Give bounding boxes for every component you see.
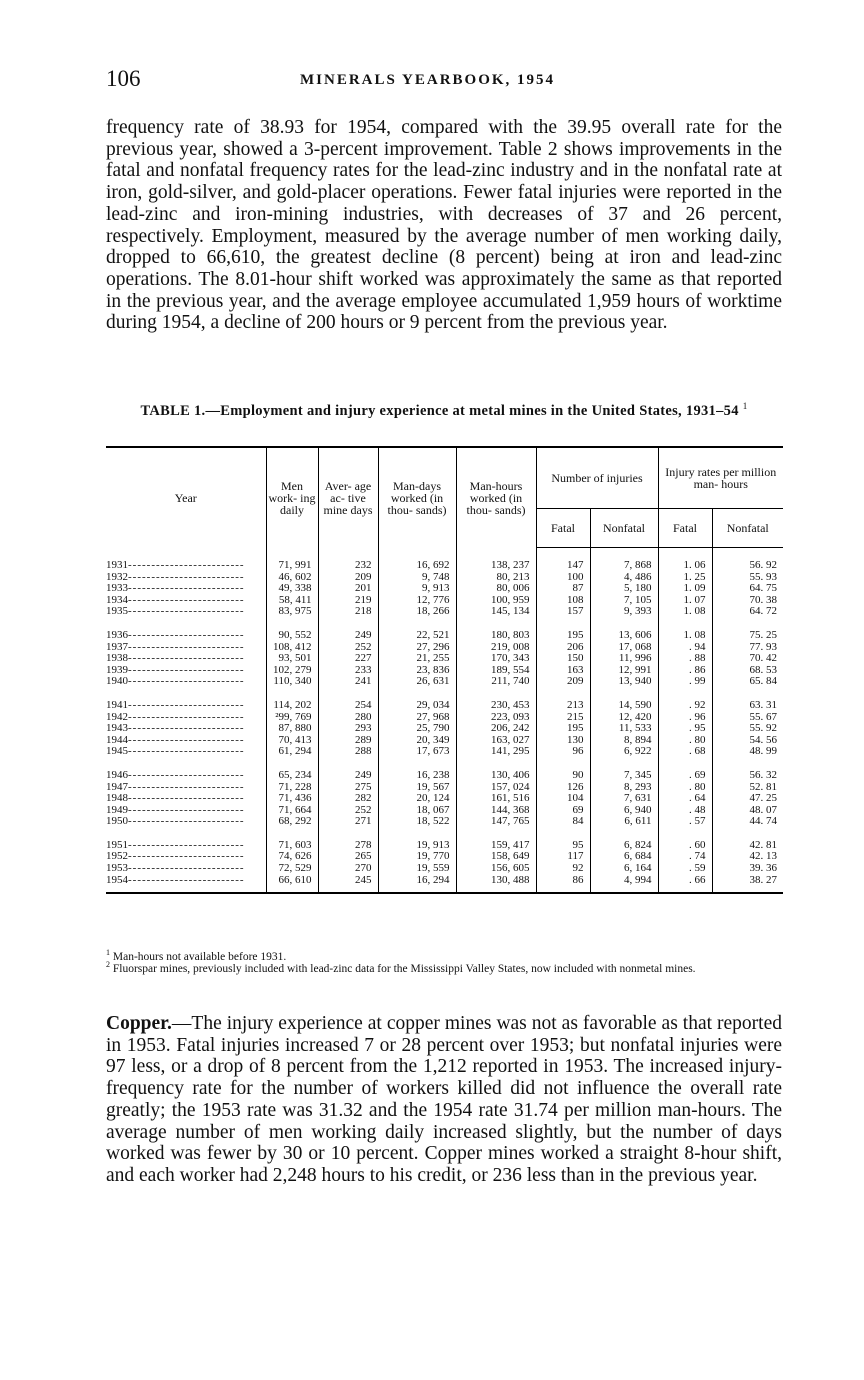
cell-year: 1932------------------------- xyxy=(106,570,245,583)
cell-rate-fatal: 1. 08 xyxy=(658,606,712,618)
footnote-2-text: Fluorspar mines, previously included with lead-zinc data for the Mississippi Valley States, now included with nonmetal mines. xyxy=(112,962,696,975)
dot-leader: ------------------------- xyxy=(128,862,245,875)
cell-rate-fatal: 1. 06 xyxy=(658,548,712,572)
cell-year: 1940------------------------- xyxy=(106,675,245,688)
cell-rate-nonfatal: 48. 07 xyxy=(712,805,783,817)
copper-text: —The injury experience at copper mines was not as favorable as that reported in 1953. Fatal injuries increased 7 or 28 percent over 1953; but nonfatal injuries were 97 less, or a drop of 8 percent from the 1,212 reported in 1953. The increased injury-frequency rate for the number of workers killed did not influence the overall rate greatly; the 1953 rate was 31.32 and the 1954 rate 31.74 per million man-hours. The average number of men working daily increased slightly, but the number of days worked was fewer by 30 or 10 percent. Copper mines worked a straight 8-hour shift, and each worker had 2,248 hours to his credit, or 236 less than in the previous year. xyxy=(106,1013,782,1186)
cell-man-hours: 206, 242 xyxy=(456,723,536,735)
cell-rate-nonfatal: 75. 25 xyxy=(712,618,783,642)
cell-fatal: 126 xyxy=(536,782,590,794)
cell-men-working: 46, 602 xyxy=(266,572,318,584)
header-year: Year xyxy=(106,447,266,548)
cell-fatal: 87 xyxy=(536,583,590,595)
cell-avg-days: 232 xyxy=(318,548,378,572)
cell-avg-days: 271 xyxy=(318,816,378,828)
cell-fatal: 150 xyxy=(536,653,590,665)
cell-fatal: 195 xyxy=(536,618,590,642)
cell-man-hours: 189, 554 xyxy=(456,665,536,677)
cell-fatal: 206 xyxy=(536,642,590,654)
cell-year: 1931------------------------- xyxy=(106,558,245,571)
dot-leader: ------------------------- xyxy=(128,850,245,863)
cell-nonfatal: 17, 068 xyxy=(590,642,658,654)
cell-men-working: 66, 610 xyxy=(266,875,318,894)
cell-nonfatal: 6, 940 xyxy=(590,805,658,817)
cell-fatal: 195 xyxy=(536,723,590,735)
cell-man-hours: 157, 024 xyxy=(456,782,536,794)
cell-rate-fatal: . 48 xyxy=(658,805,712,817)
cell-year: 1935------------------------- xyxy=(106,605,245,618)
dot-leader: ------------------------- xyxy=(128,558,245,571)
cell-fatal: 86 xyxy=(536,875,590,894)
cell-avg-days: 254 xyxy=(318,688,378,712)
cell-man-days: 16, 294 xyxy=(378,875,456,894)
cell-rate-nonfatal: 42. 13 xyxy=(712,851,783,863)
cell-year: 1950------------------------- xyxy=(106,815,245,828)
cell-nonfatal: 6, 824 xyxy=(590,828,658,852)
cell-man-days: 23, 836 xyxy=(378,665,456,677)
cell-rate-nonfatal: 77. 93 xyxy=(712,642,783,654)
cell-avg-days: 218 xyxy=(318,606,378,618)
cell-fatal: 163 xyxy=(536,665,590,677)
cell-man-days: 29, 034 xyxy=(378,688,456,712)
cell-nonfatal: 7, 631 xyxy=(590,793,658,805)
footnote-1-mark: 1 xyxy=(106,948,110,957)
cell-man-hours: 219, 008 xyxy=(456,642,536,654)
dot-leader: ------------------------- xyxy=(128,605,245,618)
cell-men-working: 93, 501 xyxy=(266,653,318,665)
dot-leader: ------------------------- xyxy=(128,675,245,688)
cell-man-hours: 130, 406 xyxy=(456,758,536,782)
dot-leader: ------------------------- xyxy=(128,710,245,723)
cell-avg-days: 227 xyxy=(318,653,378,665)
cell-fatal: 90 xyxy=(536,758,590,782)
cell-men-working: 74, 626 xyxy=(266,851,318,863)
dot-leader: ------------------------- xyxy=(128,582,245,595)
cell-man-hours: 158, 649 xyxy=(456,851,536,863)
header-rate-fatal: Fatal xyxy=(658,509,712,548)
cell-rate-nonfatal: 55. 67 xyxy=(712,712,783,724)
cell-man-hours: 144, 368 xyxy=(456,805,536,817)
body-paragraph-copper xyxy=(106,1013,782,1187)
table-row xyxy=(106,618,783,642)
cell-nonfatal: 14, 590 xyxy=(590,688,658,712)
cell-fatal: 84 xyxy=(536,816,590,828)
cell-avg-days: 282 xyxy=(318,793,378,805)
cell-men-working: 71, 603 xyxy=(266,828,318,852)
cell-rate-nonfatal: 39. 36 xyxy=(712,863,783,875)
cell-men-working: 71, 436 xyxy=(266,793,318,805)
table-row xyxy=(106,875,783,894)
cell-fatal: 95 xyxy=(536,828,590,852)
cell-rate-nonfatal: 64. 75 xyxy=(712,583,783,595)
cell-man-hours: 138, 237 xyxy=(456,548,536,572)
cell-avg-days: 288 xyxy=(318,746,378,758)
header-nonfatal: Nonfatal xyxy=(590,509,658,548)
cell-man-days: 21, 255 xyxy=(378,653,456,665)
cell-year: 1944------------------------- xyxy=(106,733,245,746)
dot-leader: ------------------------- xyxy=(128,628,245,641)
cell-year: 1941------------------------- xyxy=(106,698,245,711)
cell-avg-days: 265 xyxy=(318,851,378,863)
page-number: 106 xyxy=(106,66,141,91)
dot-leader: ------------------------- xyxy=(128,792,245,805)
cell-nonfatal: 11, 533 xyxy=(590,723,658,735)
cell-year: 1934------------------------- xyxy=(106,593,245,606)
cell-men-working: 110, 340 xyxy=(266,676,318,688)
cell-rate-nonfatal: 42. 81 xyxy=(712,828,783,852)
cell-man-days: 19, 559 xyxy=(378,863,456,875)
cell-fatal: 92 xyxy=(536,863,590,875)
cell-men-working: 68, 292 xyxy=(266,816,318,828)
cell-rate-fatal: . 66 xyxy=(658,875,712,894)
dot-leader: ------------------------- xyxy=(128,570,245,583)
cell-men-working: 58, 411 xyxy=(266,595,318,607)
dot-leader: ------------------------- xyxy=(128,663,245,676)
cell-year: 1946------------------------- xyxy=(106,768,245,781)
cell-fatal: 209 xyxy=(536,676,590,688)
running-head: MINERALS YEARBOOK, 1954 xyxy=(300,72,556,88)
cell-avg-days: 201 xyxy=(318,583,378,595)
cell-men-working: 70, 413 xyxy=(266,735,318,747)
cell-man-hours: 147, 765 xyxy=(456,816,536,828)
cell-year: 1942------------------------- xyxy=(106,710,245,723)
dot-leader: ------------------------- xyxy=(128,838,245,851)
cell-man-hours: 180, 803 xyxy=(456,618,536,642)
cell-man-days: 19, 770 xyxy=(378,851,456,863)
cell-avg-days: 249 xyxy=(318,758,378,782)
table-row xyxy=(106,676,783,688)
cell-year: 1952------------------------- xyxy=(106,850,245,863)
cell-rate-fatal: . 86 xyxy=(658,665,712,677)
cell-rate-nonfatal: 55. 93 xyxy=(712,572,783,584)
cell-rate-fatal: . 96 xyxy=(658,712,712,724)
header-men-working: Men work- ing daily xyxy=(266,447,318,548)
cell-year: 1937------------------------- xyxy=(106,640,245,653)
cell-rate-fatal: . 74 xyxy=(658,851,712,863)
cell-nonfatal: 8, 293 xyxy=(590,782,658,794)
table-caption-text: TABLE 1.—Employment and injury experience at metal mines in the United States, 1931–54 xyxy=(140,402,739,419)
dot-leader: ------------------------- xyxy=(128,593,245,606)
cell-year: 1933------------------------- xyxy=(106,582,245,595)
table-row xyxy=(106,746,783,758)
cell-avg-days: 249 xyxy=(318,618,378,642)
cell-fatal: 108 xyxy=(536,595,590,607)
dot-leader: ------------------------- xyxy=(128,768,245,781)
cell-nonfatal: 12, 991 xyxy=(590,665,658,677)
cell-fatal: 215 xyxy=(536,712,590,724)
cell-men-working: 49, 338 xyxy=(266,583,318,595)
cell-men-working: 72, 529 xyxy=(266,863,318,875)
cell-nonfatal: 6, 922 xyxy=(590,746,658,758)
cell-avg-days: 252 xyxy=(318,642,378,654)
cell-year: 1954------------------------- xyxy=(106,875,266,894)
cell-rate-nonfatal: 56. 32 xyxy=(712,758,783,782)
cell-year: 1936------------------------- xyxy=(106,628,245,641)
header-fatal: Fatal xyxy=(536,509,590,548)
cell-man-hours: 223, 093 xyxy=(456,712,536,724)
cell-men-working: 71, 664 xyxy=(266,805,318,817)
cell-rate-fatal: . 60 xyxy=(658,828,712,852)
cell-rate-nonfatal: 48. 99 xyxy=(712,746,783,758)
cell-man-days: 19, 913 xyxy=(378,828,456,852)
employment-injury-table xyxy=(106,446,783,894)
cell-rate-nonfatal: 54. 56 xyxy=(712,735,783,747)
cell-fatal: 100 xyxy=(536,572,590,584)
cell-man-hours: 161, 516 xyxy=(456,793,536,805)
copper-lead-in: Copper. xyxy=(106,1013,172,1034)
cell-year: 1948------------------------- xyxy=(106,792,245,805)
cell-man-days: 20, 124 xyxy=(378,793,456,805)
cell-avg-days: 233 xyxy=(318,665,378,677)
footnote-2 xyxy=(106,959,784,975)
cell-nonfatal: 7, 868 xyxy=(590,548,658,572)
dot-leader: ------------------------- xyxy=(128,733,245,746)
cell-rate-fatal: . 80 xyxy=(658,782,712,794)
table-caption-footnote-ref: 1 xyxy=(742,401,748,411)
cell-nonfatal: 6, 611 xyxy=(590,816,658,828)
table-row xyxy=(106,816,783,828)
cell-rate-nonfatal: 70. 42 xyxy=(712,653,783,665)
cell-rate-fatal: . 92 xyxy=(658,688,712,712)
cell-nonfatal: 6, 164 xyxy=(590,863,658,875)
cell-man-days: 25, 790 xyxy=(378,723,456,735)
cell-men-working: 102, 279 xyxy=(266,665,318,677)
cell-avg-days: 241 xyxy=(318,676,378,688)
cell-rate-fatal: . 80 xyxy=(658,735,712,747)
header-injury-rates: Injury rates per million man- hours xyxy=(658,447,783,509)
dot-leader: ------------------------- xyxy=(128,745,245,758)
cell-man-days: 18, 522 xyxy=(378,816,456,828)
cell-men-working: 87, 880 xyxy=(266,723,318,735)
cell-rate-nonfatal: 38. 27 xyxy=(712,875,783,894)
cell-men-working: 71, 991 xyxy=(266,548,318,572)
cell-fatal: 213 xyxy=(536,688,590,712)
cell-nonfatal: 7, 105 xyxy=(590,595,658,607)
cell-man-days: 18, 067 xyxy=(378,805,456,817)
cell-man-hours: 80, 213 xyxy=(456,572,536,584)
header-number-of-injuries: Number of injuries xyxy=(536,447,658,509)
cell-rate-nonfatal: 63. 31 xyxy=(712,688,783,712)
cell-year: 1943------------------------- xyxy=(106,722,245,735)
header-man-days: Man-days worked (in thou- sands) xyxy=(378,447,456,548)
cell-avg-days: 280 xyxy=(318,712,378,724)
cell-fatal: 117 xyxy=(536,851,590,863)
cell-man-hours: 141, 295 xyxy=(456,746,536,758)
cell-rate-nonfatal: 68. 53 xyxy=(712,665,783,677)
cell-avg-days: 252 xyxy=(318,805,378,817)
footnote-2-mark: 2 xyxy=(106,960,110,969)
cell-rate-fatal: . 94 xyxy=(658,642,712,654)
cell-year: 1939------------------------- xyxy=(106,663,245,676)
cell-fatal: 147 xyxy=(536,548,590,572)
cell-nonfatal: 4, 994 xyxy=(590,875,658,894)
cell-rate-fatal: . 88 xyxy=(658,653,712,665)
cell-nonfatal: 13, 606 xyxy=(590,618,658,642)
cell-rate-nonfatal: 65. 84 xyxy=(712,676,783,688)
cell-man-days: 22, 521 xyxy=(378,618,456,642)
cell-rate-fatal: 1. 07 xyxy=(658,595,712,607)
cell-rate-fatal: . 68 xyxy=(658,746,712,758)
cell-year: 1947------------------------- xyxy=(106,780,245,793)
cell-men-working: 71, 228 xyxy=(266,782,318,794)
cell-man-days: 18, 266 xyxy=(378,606,456,618)
cell-avg-days: 245 xyxy=(318,875,378,894)
cell-rate-fatal: . 57 xyxy=(658,816,712,828)
cell-men-working: 114, 202 xyxy=(266,688,318,712)
cell-rate-nonfatal: 64. 72 xyxy=(712,606,783,618)
cell-avg-days: 289 xyxy=(318,735,378,747)
cell-man-hours: 100, 959 xyxy=(456,595,536,607)
table-row xyxy=(106,548,783,572)
cell-man-days: 9, 913 xyxy=(378,583,456,595)
table-caption xyxy=(106,398,782,419)
cell-man-days: 20, 349 xyxy=(378,735,456,747)
cell-rate-nonfatal: 55. 92 xyxy=(712,723,783,735)
header-avg-days: Aver- age ac- tive mine days xyxy=(318,447,378,548)
cell-rate-nonfatal: 56. 92 xyxy=(712,548,783,572)
table-row xyxy=(106,606,783,618)
cell-year: 1953------------------------- xyxy=(106,862,245,875)
dot-leader: ------------------------- xyxy=(128,873,245,886)
cell-avg-days: 209 xyxy=(318,572,378,584)
table-row xyxy=(106,758,783,782)
cell-rate-fatal: 1. 08 xyxy=(658,618,712,642)
dot-leader: ------------------------- xyxy=(128,698,245,711)
body-paragraph-1: frequency rate of 38.93 for 1954, compared with the 39.95 overall rate for the previous year, showed a 3-percent improvement. Table 2 shows improvements in the fatal and nonfatal frequency rates for the lead-zinc industry and in the nonfatal rate at iron, gold-silver, and gold-placer operations. Fewer fatal injuries were reported in the lead-zinc and iron-mining industries, with decreases of 37 and 26 percent, respectively. Employment, measured by the average number of men working daily, dropped to 66,610, the greatest decline (8 percent) being at iron and lead-zinc operations. The 8.01-hour shift worked was approximately the same as that reported in the previous year, and the average employee accumulated 1,959 hours of worktime during 1954, a decline of 200 hours or 9 percent from the previous year. xyxy=(106,117,782,334)
cell-avg-days: 219 xyxy=(318,595,378,607)
cell-rate-fatal: 1. 09 xyxy=(658,583,712,595)
cell-rate-fatal: . 64 xyxy=(658,793,712,805)
cell-man-days: 16, 692 xyxy=(378,548,456,572)
cell-year: 1938------------------------- xyxy=(106,652,245,665)
table-row xyxy=(106,828,783,852)
cell-man-hours: 170, 343 xyxy=(456,653,536,665)
cell-man-hours: 130, 488 xyxy=(456,875,536,894)
cell-fatal: 96 xyxy=(536,746,590,758)
header-rate-nonfatal: Nonfatal xyxy=(712,509,783,548)
cell-man-days: 27, 968 xyxy=(378,712,456,724)
cell-men-working: 108, 412 xyxy=(266,642,318,654)
cell-man-days: 12, 776 xyxy=(378,595,456,607)
dot-leader: ------------------------- xyxy=(128,640,245,653)
cell-man-hours: 163, 027 xyxy=(456,735,536,747)
cell-rate-fatal: . 99 xyxy=(658,676,712,688)
cell-nonfatal: 11, 996 xyxy=(590,653,658,665)
cell-men-working: 61, 294 xyxy=(266,746,318,758)
dot-leader: ------------------------- xyxy=(128,803,245,816)
cell-avg-days: 270 xyxy=(318,863,378,875)
cell-rate-nonfatal: 47. 25 xyxy=(712,793,783,805)
cell-nonfatal: 12, 420 xyxy=(590,712,658,724)
cell-year: 1945------------------------- xyxy=(106,745,245,758)
cell-rate-nonfatal: 44. 74 xyxy=(712,816,783,828)
cell-fatal: 130 xyxy=(536,735,590,747)
dot-leader: ------------------------- xyxy=(128,722,245,735)
cell-man-hours: 230, 453 xyxy=(456,688,536,712)
cell-man-days: 16, 238 xyxy=(378,758,456,782)
cell-year: 1951------------------------- xyxy=(106,838,245,851)
cell-men-working: 90, 552 xyxy=(266,618,318,642)
table-body xyxy=(106,548,783,894)
cell-nonfatal: 9, 393 xyxy=(590,606,658,618)
cell-man-hours: 211, 740 xyxy=(456,676,536,688)
cell-nonfatal: 6, 684 xyxy=(590,851,658,863)
cell-rate-nonfatal: 52. 81 xyxy=(712,782,783,794)
cell-man-days: 17, 673 xyxy=(378,746,456,758)
table-row xyxy=(106,688,783,712)
cell-rate-fatal: . 69 xyxy=(658,758,712,782)
cell-men-working: 83, 975 xyxy=(266,606,318,618)
cell-man-hours: 80, 006 xyxy=(456,583,536,595)
header-man-hours: Man-hours worked (in thou- sands) xyxy=(456,447,536,548)
cell-avg-days: 278 xyxy=(318,828,378,852)
cell-man-days: 9, 748 xyxy=(378,572,456,584)
cell-nonfatal: 5, 180 xyxy=(590,583,658,595)
cell-nonfatal: 4, 486 xyxy=(590,572,658,584)
cell-fatal: 104 xyxy=(536,793,590,805)
cell-rate-nonfatal: 70. 38 xyxy=(712,595,783,607)
cell-men-working: ²99, 769 xyxy=(266,712,318,724)
dot-leader: ------------------------- xyxy=(128,652,245,665)
cell-rate-fatal: 1. 25 xyxy=(658,572,712,584)
cell-year: 1949------------------------- xyxy=(106,803,245,816)
cell-men-working: 65, 234 xyxy=(266,758,318,782)
cell-nonfatal: 8, 894 xyxy=(590,735,658,747)
cell-rate-fatal: . 95 xyxy=(658,723,712,735)
cell-man-days: 19, 567 xyxy=(378,782,456,794)
cell-fatal: 69 xyxy=(536,805,590,817)
cell-fatal: 157 xyxy=(536,606,590,618)
cell-man-hours: 159, 417 xyxy=(456,828,536,852)
cell-man-days: 26, 631 xyxy=(378,676,456,688)
cell-nonfatal: 7, 345 xyxy=(590,758,658,782)
cell-avg-days: 293 xyxy=(318,723,378,735)
cell-avg-days: 275 xyxy=(318,782,378,794)
cell-rate-fatal: . 59 xyxy=(658,863,712,875)
cell-nonfatal: 13, 940 xyxy=(590,676,658,688)
cell-man-hours: 156, 605 xyxy=(456,863,536,875)
dot-leader: ------------------------- xyxy=(128,815,245,828)
cell-man-days: 27, 296 xyxy=(378,642,456,654)
footnote-1-text: Man-hours not available before 1931. xyxy=(112,950,287,963)
cell-man-hours: 145, 134 xyxy=(456,606,536,618)
dot-leader: ------------------------- xyxy=(128,780,245,793)
